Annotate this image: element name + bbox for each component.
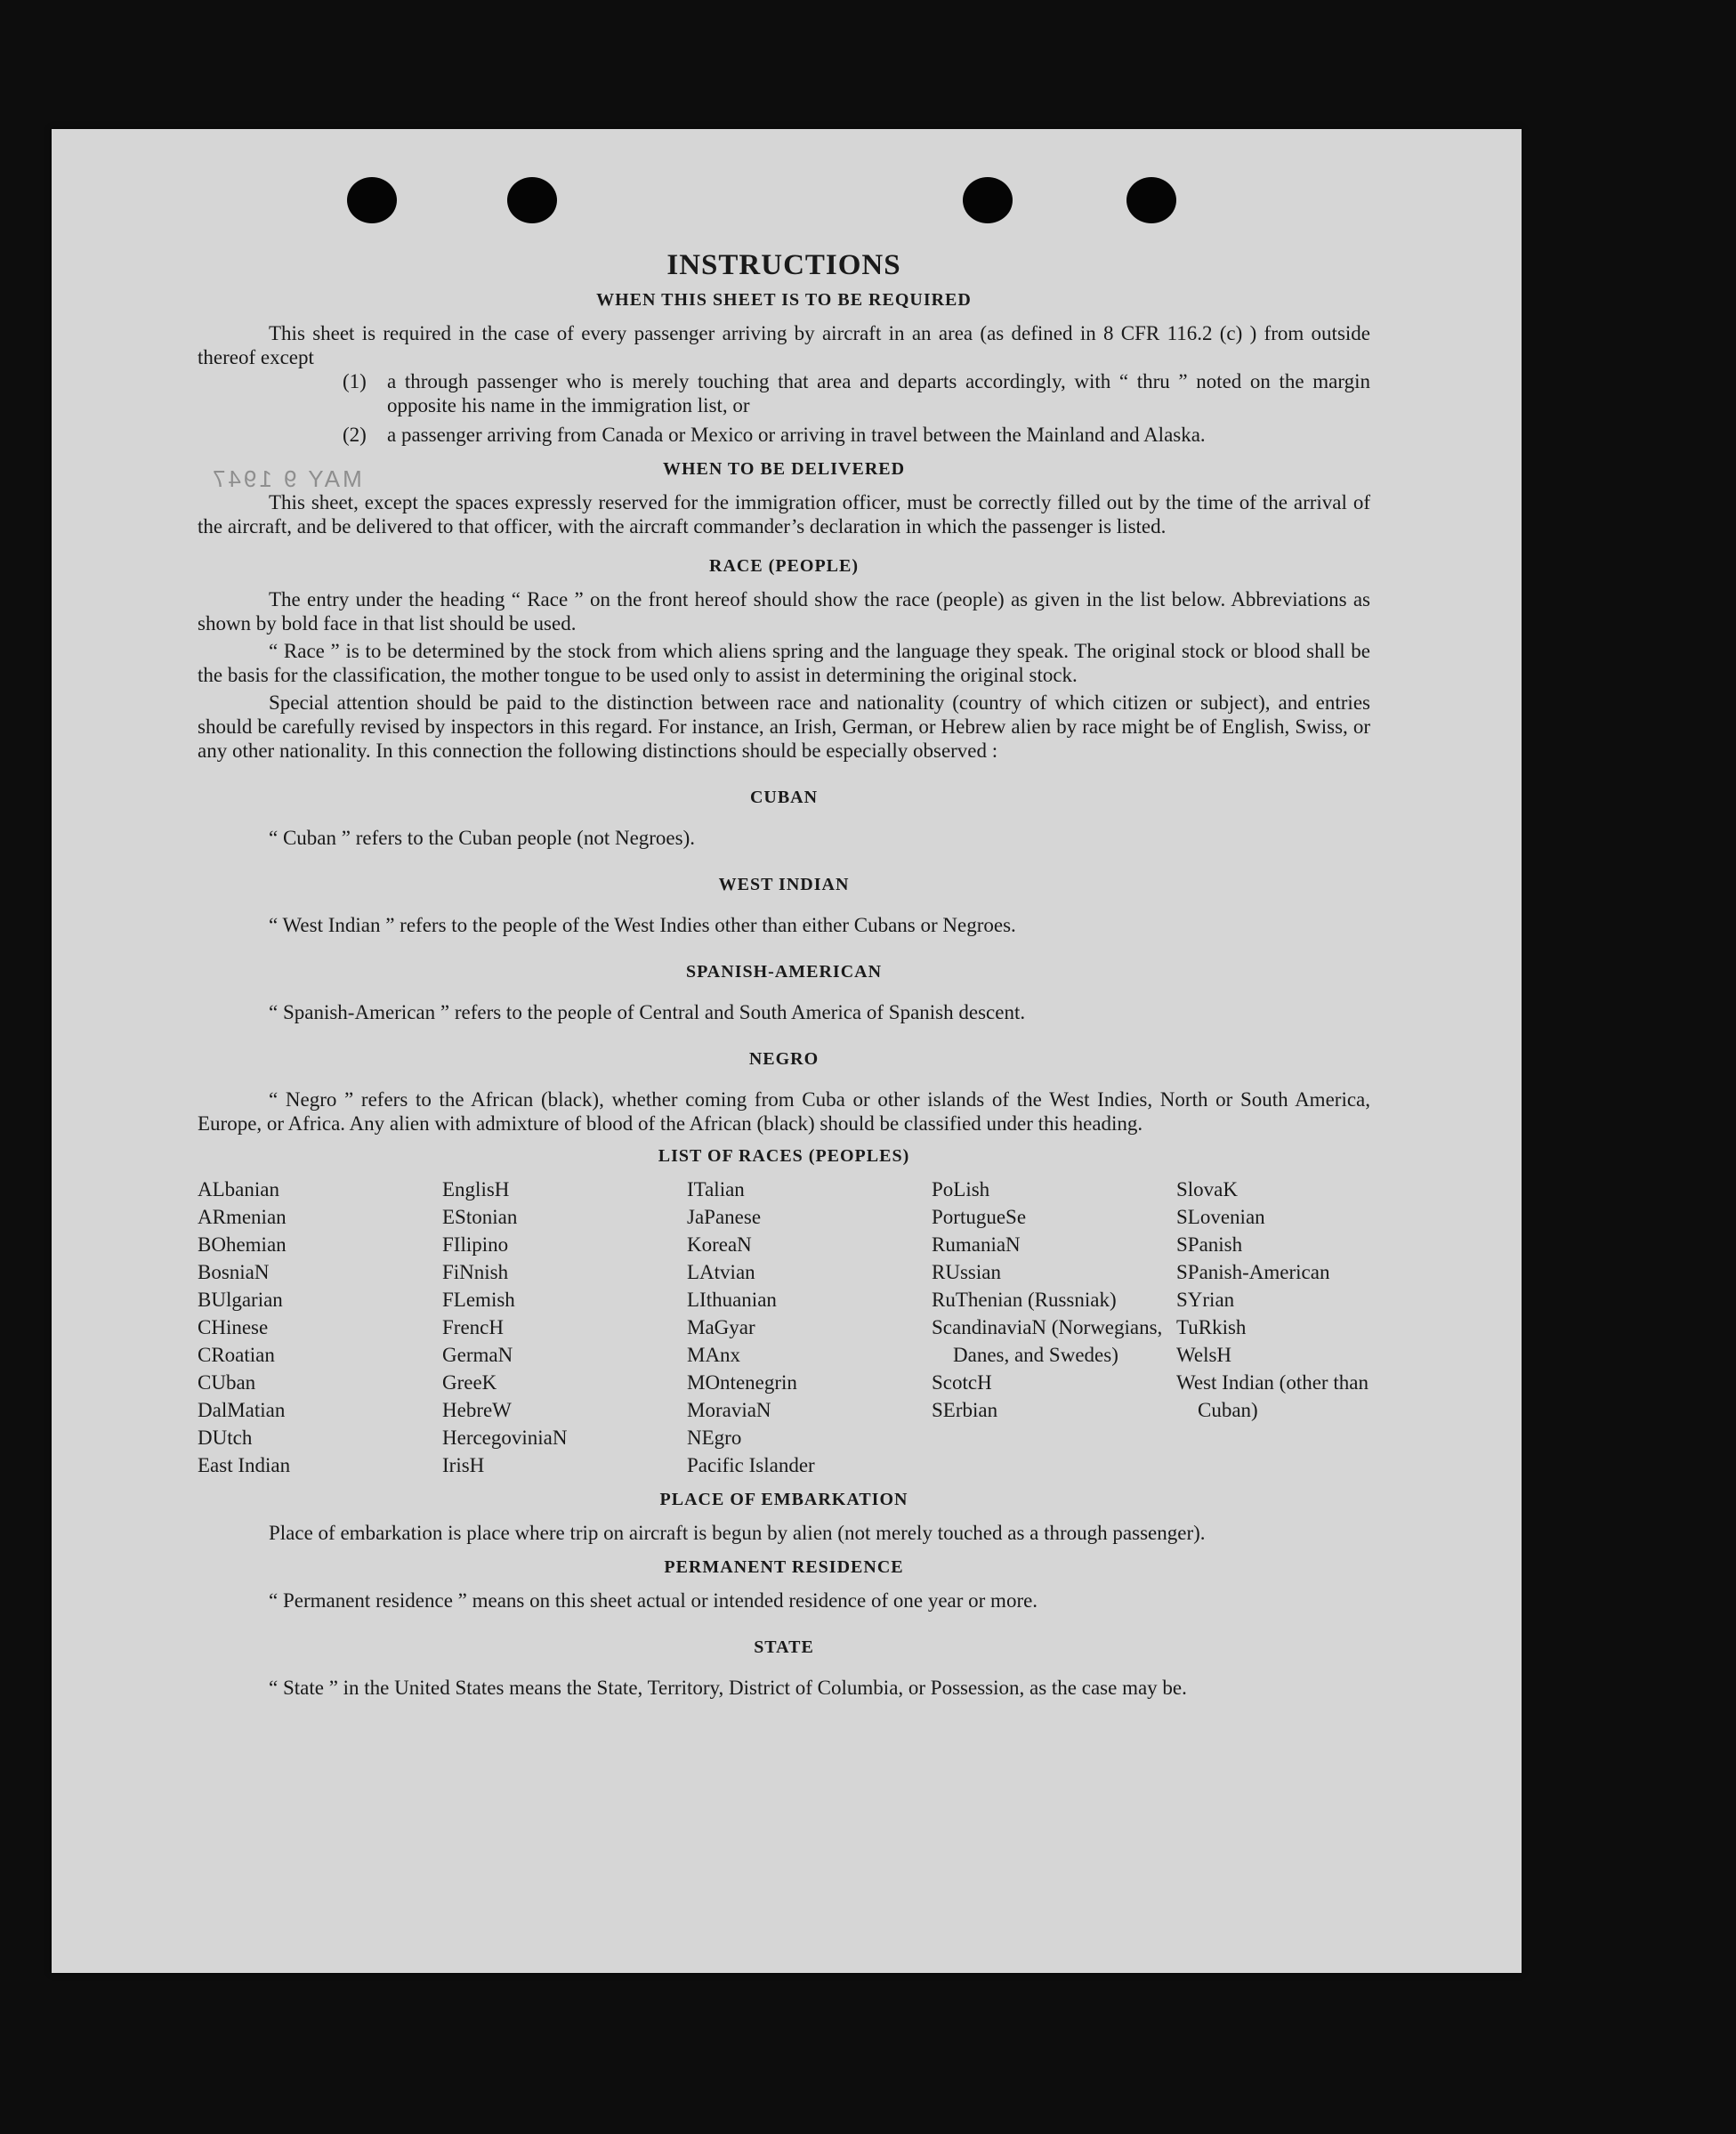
race-entry: ITalian [687, 1178, 745, 1200]
section-heading-delivered: WHEN TO BE DELIVERED [662, 459, 906, 479]
race-entry: SlovaK [1176, 1178, 1238, 1200]
race-entry: ScandinaviaN (Norwegians, Danes, and Swedes) [932, 1316, 1163, 1366]
race-entry: SPanish [1176, 1233, 1243, 1256]
race-entry: LAtvian [687, 1261, 755, 1283]
punch-hole [1126, 177, 1176, 223]
race-entry: CRoatian [198, 1344, 275, 1366]
embarkation-definition: Place of embarkation is place where trip on aircraft is begun by alien (not merely touched as a through passenger). [269, 1522, 1206, 1544]
race-entry: CHinese [198, 1316, 269, 1338]
item-number: (1) [343, 370, 367, 392]
race-entry: SYrian [1176, 1289, 1235, 1311]
race-entry: BUlgarian [198, 1289, 283, 1311]
race-entry: West Indian (other than Cuban) [1176, 1371, 1369, 1421]
race-entry: MAnx [687, 1344, 741, 1366]
required-item-2 [343, 423, 1370, 447]
section-heading-cuban: CUBAN [749, 788, 819, 807]
race-entry: FLemish [442, 1289, 515, 1311]
race-entry: MOntenegrin [687, 1371, 797, 1394]
residence-definition: “ Permanent residence ” means on this sheet actual or intended residence of one year or more. [269, 1589, 1038, 1612]
race-entry: GreeK [442, 1371, 497, 1394]
race-paragraph-2: “ Race ” is to be determined by the stock from which aliens spring and the language they speak. The original stock or blood shall be the basis for the classification, the mother tongue to be used only to assist in determining the original stock. [198, 640, 1370, 686]
race-entry: FIlipino [442, 1233, 509, 1256]
races-column [442, 1176, 687, 1479]
race-entry: SPanish-American [1176, 1261, 1330, 1283]
race-entry: East Indian [198, 1454, 291, 1476]
punch-hole [963, 177, 1013, 223]
instructions-body [198, 249, 1370, 1700]
race-entry: PortugueSe [932, 1206, 1027, 1228]
race-entry: JaPanese [687, 1206, 762, 1228]
cuban-definition: “ Cuban ” refers to the Cuban people (not Negroes). [269, 827, 696, 849]
spanish-american-definition: “ Spanish-American ” refers to the people of Central and South America of Spanish descent. [269, 1001, 1026, 1023]
required-intro: This sheet is required in the case of every passenger arriving by aircraft in an area (as defined in 8 CFR 116.2 (c) ) from outside thereof except [198, 322, 1370, 368]
race-entry: ARmenian [198, 1206, 287, 1228]
item-text: a passenger arriving from Canada or Mexico or arriving in travel between the Mainland and Alaska. [387, 424, 1206, 446]
race-entry: SLovenian [1176, 1206, 1265, 1228]
race-entry: SErbian [932, 1399, 998, 1421]
race-entry: FiNnish [442, 1261, 509, 1283]
race-entry: RuThenian (Russniak) [932, 1289, 1117, 1311]
west-indian-definition: “ West Indian ” refers to the people of the West Indies other than either Cubans or Negroes. [269, 914, 1016, 936]
race-entry: EnglisH [442, 1178, 510, 1200]
race-entry: MaGyar [687, 1316, 755, 1338]
race-paragraph-1: The entry under the heading “ Race ” on the front hereof should show the race (people) as given in the list below. Abbreviations as shown by bold face in that list should be used. [198, 588, 1370, 635]
race-entry: HebreW [442, 1399, 512, 1421]
date-stamp: MAY 9 1947 [210, 465, 362, 492]
section-heading-negro: NEGRO [748, 1049, 820, 1069]
races-column [687, 1176, 932, 1479]
race-entry: LIthuanian [687, 1289, 777, 1311]
document-sheet [52, 129, 1522, 1973]
race-entry: TuRkish [1176, 1316, 1247, 1338]
race-entry: ALbanian [198, 1178, 279, 1200]
race-entry: MoraviaN [687, 1399, 771, 1421]
race-entry: NEgro [687, 1427, 742, 1449]
item-number: (2) [343, 424, 367, 446]
races-column [198, 1176, 442, 1479]
page-title: INSTRUCTIONS [666, 249, 901, 281]
race-entry: EStonian [442, 1206, 518, 1228]
section-heading-required: WHEN THIS SHEET IS TO BE REQUIRED [596, 290, 972, 310]
negro-definition: “ Negro ” refers to the African (black), whether coming from Cuba or other islands of the West Indies, North or South America, Europe, or Africa. Any alien with admixture of blood of the African (black) should be classified under this heading. [198, 1088, 1370, 1135]
punch-hole [347, 177, 397, 223]
race-entry: IrisH [442, 1454, 485, 1476]
race-entry: BosniaN [198, 1261, 270, 1283]
race-entry: HercegoviniaN [442, 1427, 568, 1449]
race-entry: FrencH [442, 1316, 504, 1338]
section-heading-race: RACE (PEOPLE) [709, 556, 859, 576]
race-entry: RumaniaN [932, 1233, 1021, 1256]
required-item-1 [343, 369, 1370, 417]
race-entry: WelsH [1176, 1344, 1232, 1366]
races-table [198, 1176, 1370, 1479]
punch-hole [507, 177, 557, 223]
race-entry: DUtch [198, 1427, 253, 1449]
race-entry: CUban [198, 1371, 256, 1394]
race-entry: KoreaN [687, 1233, 752, 1256]
section-heading-embarkation: PLACE OF EMBARKATION [659, 1490, 908, 1509]
delivered-text: This sheet, except the spaces expressly reserved for the immigration officer, must be correctly filled out by the time of the arrival of the aircraft, and be delivered to that officer, with the aircraft commander’s declaration in which the passenger is listed. [198, 491, 1370, 538]
section-heading-state: STATE [754, 1637, 814, 1657]
section-heading-races-list: LIST OF RACES (PEOPLES) [658, 1146, 910, 1166]
race-entry: DalMatian [198, 1399, 286, 1421]
race-entry: BOhemian [198, 1233, 287, 1256]
races-column [932, 1176, 1176, 1479]
race-entry: GermaN [442, 1344, 513, 1366]
race-entry: RUssian [932, 1261, 1001, 1283]
item-text: a through passenger who is merely touching that area and departs accordingly, with “ thru ” noted on the margin opposite his name in the immigration list, or [387, 370, 1370, 416]
section-heading-residence: PERMANENT RESIDENCE [664, 1557, 904, 1577]
race-entry: ScotcH [932, 1371, 992, 1394]
state-definition: “ State ” in the United States means the State, Territory, District of Columbia, or Possession, as the case may be. [269, 1677, 1187, 1699]
race-entry: Pacific Islander [687, 1454, 815, 1476]
race-entry: PoLish [932, 1178, 990, 1200]
section-heading-spanish-american: SPANISH-AMERICAN [685, 962, 883, 982]
races-column [1176, 1176, 1372, 1479]
section-heading-west-indian: WEST INDIAN [718, 875, 850, 894]
race-paragraph-3: Special attention should be paid to the distinction between race and nationality (country of which citizen or subject), and entries should be carefully revised by inspectors in this regard. For instance, an Irish, German, or Hebrew alien by race might be of English, Swiss, or any other nationality. In this connection the following distinctions should be especially observed : [198, 691, 1370, 762]
